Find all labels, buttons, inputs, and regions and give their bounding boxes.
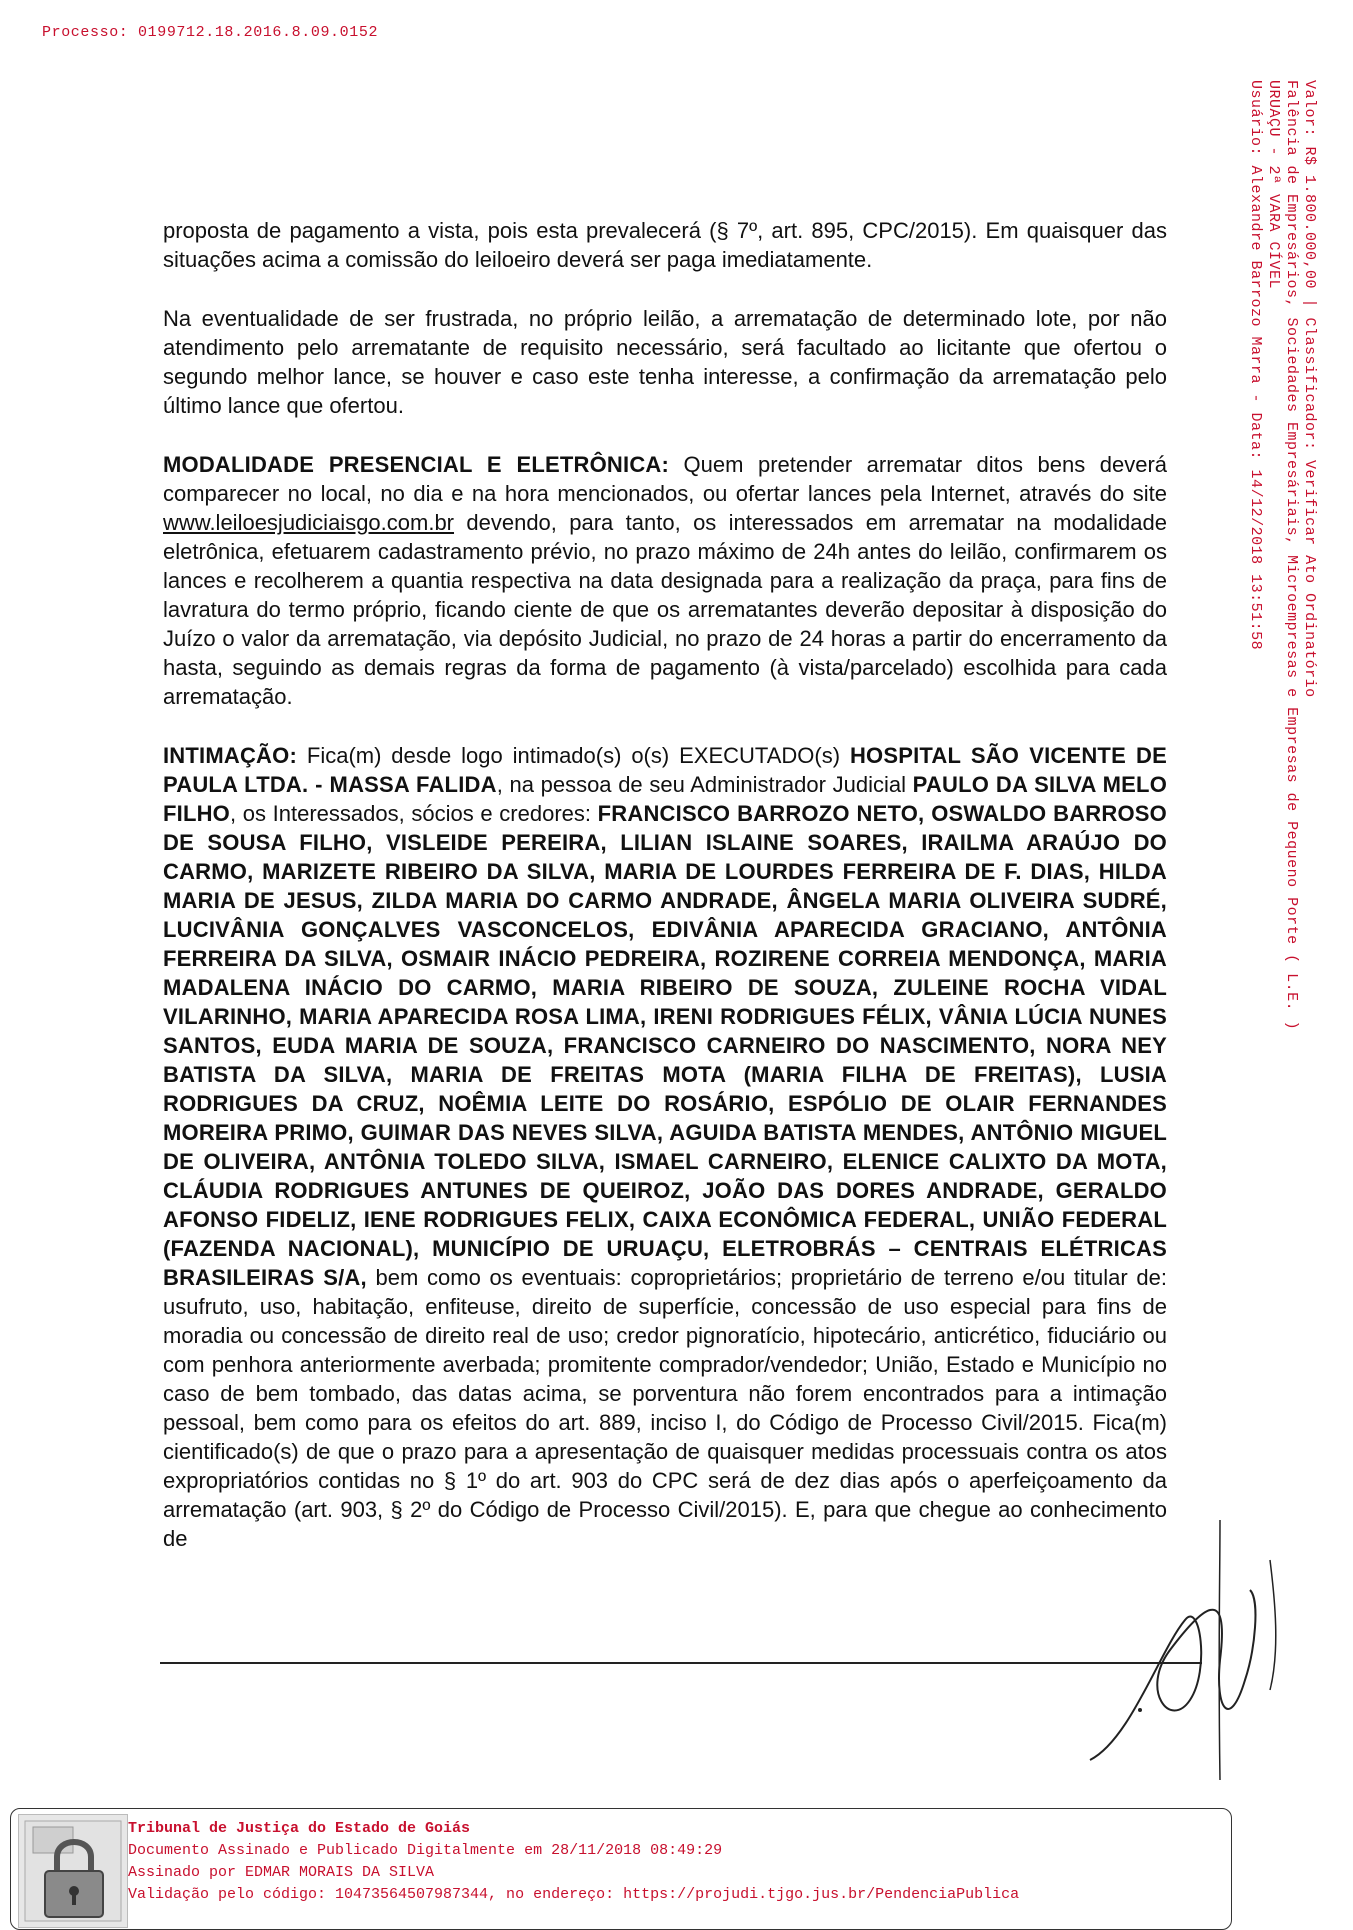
court-name: Tribunal de Justiça do Estado de Goiás — [128, 1820, 471, 1837]
padlock-icon — [18, 1814, 128, 1928]
auction-site-link[interactable]: www.leiloesjudiciaisgo.com.br — [163, 510, 455, 535]
modality-text-b: devendo, para tanto, os interessados em arrematar na modalidade eletrônica, efetuarem cadastramento prévio, no prazo máximo de 24h antes do leilão, confirmarem os lances e recolherem a quantia respectiva na data designada para a realização da praça, para fins de lavratura do termo próprio, ficando ciente de que os arrematantes deverão depositar à disposição do Juízo o valor da arrematação, via depósito Judicial, no prazo de 24 horas a partir do encerramento da hasta, seguindo as demais regras da forma de pagamento (à vista/parcelado) escolhida para cada arrematação. — [163, 510, 1167, 709]
intimation-text-e: , os Interessados, sócios e credores: — [230, 801, 598, 826]
stamp-line-class: Falência de Empresários, Sociedades Empresáriais, Microempresas e Empresas de Pequeno Porte ( L.E. ) — [1283, 80, 1300, 1031]
modality-text-a: Quem pretender arrematar ditos bens deverá comparecer no local, no dia e na hora mencionados, ou ofertar lances pela Internet, através do site — [163, 452, 1168, 506]
paragraph-frustrated-auction: Na eventualidade de ser frustrada, no próprio leilão, a arrematação de determinado lote, por não atendimento pelo arrematante de requisito necessário, será facultado ao licitante que ofertou o segundo melhor lance, se houver e caso este tenha interesse, a confirmação da arrematação pelo último lance que ofertou. — [163, 306, 1167, 418]
intimation-text-c: , na pessoa de seu Administrador Judicial — [496, 772, 913, 797]
side-classification-stamp — [1246, 80, 1318, 1030]
creditors-list: FRANCISCO BARROZO NETO, OSWALDO BARROSO DE SOUSA FILHO, VISLEIDE PEREIRA, LILIAN ISLAINE SOARES, IRAILMA ARAÚJO DO CARMO, MARIZETE RIBEIRO DA SILVA, MARIA DE LOURDES FERREIRA DE F. DIAS, HILDA MARIA DE JESUS, ZILDA MARIA DO CARMO ANDRADE, ÂNGELA MARIA OLIVEIRA SUDRÉ, LUCIVÂNIA GONÇALVES VASCONCELOS, EDIVÂNIA APARECIDA GRACIANO, ANTÔNIA FERREIRA DA SILVA, OSMAIR INÁCIO PEDREIRA, ROZIRENE CORREIA MENDONÇA, MARIA MADALENA INÁCIO DO CARMO, MARIA RIBEIRO DE SOUZA, ZULEINE ROCHA VIDAL VILARINHO, MARIA APARECIDA ROSA LIMA, IRENI RODRIGUES FÉLIX, VÂNIA LÚCIA NUNES SANTOS, EUDA MARIA DE SOUZA, FRANCISCO CARNEIRO DO NASCIMENTO, NORA NEY BATISTA DA SILVA, MARIA DE FREITAS MOTA (MARIA FILHA DE FREITAS), LUSIA RODRIGUES DA CRUZ, NOÊMIA LEITE DO ROSÁRIO, ESPÓLIO DE OLAIR FERNANDES MOREIRA PRIMO, GUIMAR DAS NEVES SILVA, AGUIDA BATISTA MENDES, ANTÔNIO MIGUEL DE OLIVEIRA, ANTÔNIA TOLEDO SILVA, ISMAEL CARNEIRO, ELENICE CALIXTO DA MOTA, CLÁUDIA RODRIGUES ANTUNES DE QUEIROZ, JOÃO DAS DORES ANDRADE, GERALDO AFONSO FIDELIZ, IENE RODRIGUES FELIX, CAIXA ECONÔMICA FEDERAL, UNIÃO FEDERAL (FAZENDA NACIONAL), MUNICÍPIO DE URUAÇU, ELETROBRÁS – CENTRAIS ELÉTRICAS BRASILEIRAS S/A, — [163, 801, 1167, 1290]
modality-heading: MODALIDADE PRESENCIAL E ELETRÔNICA: — [163, 452, 670, 477]
stamp-line-user: Usuário: Alexandre Barrozo Marra - Data: 14/12/2018 13:51:58 — [1247, 80, 1264, 651]
document-body — [163, 216, 1167, 1583]
signed-published-date: Documento Assinado e Publicado Digitalmente em 28/11/2018 08:49:29 — [128, 1842, 723, 1859]
judicial-administrator: PAULO DA SILVA MELO FILHO — [163, 772, 1168, 826]
stamp-line-value: Valor: R$ 1.800.000,00 | Classificador: Verificar Ato Ordinatório — [1301, 80, 1318, 698]
executed-party: HOSPITAL SÃO VICENTE DE PAULA LTDA. - MASSA FALIDA — [163, 743, 1167, 797]
signed-by: Assinado por EDMAR MORAIS DA SILVA — [128, 1864, 435, 1881]
page-divider — [160, 1662, 1202, 1664]
digital-signature-text — [128, 1818, 1019, 1906]
handwritten-signature — [1070, 1500, 1290, 1800]
paragraph-modality — [163, 450, 1167, 711]
stamp-line-court: URUAÇU - 2ª VARA CÍVEL — [1265, 80, 1282, 290]
validation-code[interactable]: Validação pelo código: 10473564507987344, no endereço: https://projudi.tjgo.jus.br/PendenciaPublica — [128, 1886, 1020, 1903]
paragraph-intimation — [163, 741, 1167, 1553]
paragraph-payment: proposta de pagamento a vista, pois esta prevalecerá (§ 7º, art. 895, CPC/2015). Em quaisquer das situações acima a comissão do leiloeiro deverá ser paga imediatamente. — [163, 218, 1167, 272]
process-number-header: Processo: 0199712.18.2016.8.09.0152 — [42, 24, 379, 41]
intimation-heading: INTIMAÇÃO: — [163, 743, 297, 768]
intimation-text-a: Fica(m) desde logo intimado(s) o(s) EXECUTADO(s) — [296, 743, 850, 768]
intimation-text-g: bem como os eventuais: coproprietários; proprietário de terreno e/ou titular de: usufruto, uso, habitação, enfiteuse, direito de superfície, concessão de uso especial para fins de moradia ou concessão de direito real de uso; credor pignoratício, hipotecário, anticrético, fiduciário ou com penhora anteriormente averbada; promitente comprador/vendedor; União, Estado e Município no caso de bem tombado, das datas acima, se porventura não forem encontrados para a intimação pessoal, bem como para os efeitos do art. 889, inciso I, do Código de Processo Civil/2015. Fica(m) cientificado(s) de que o prazo para a apresentação de quaisquer medidas processuais contra os atos expropriatórios contidas no § 1º do art. 903 do CPC será de dez dias após o aperfeiçoamento da arrematação (art. 903, § 2º do Código de Processo Civil/2015). E, para que chegue ao conhecimento de — [163, 1265, 1167, 1551]
